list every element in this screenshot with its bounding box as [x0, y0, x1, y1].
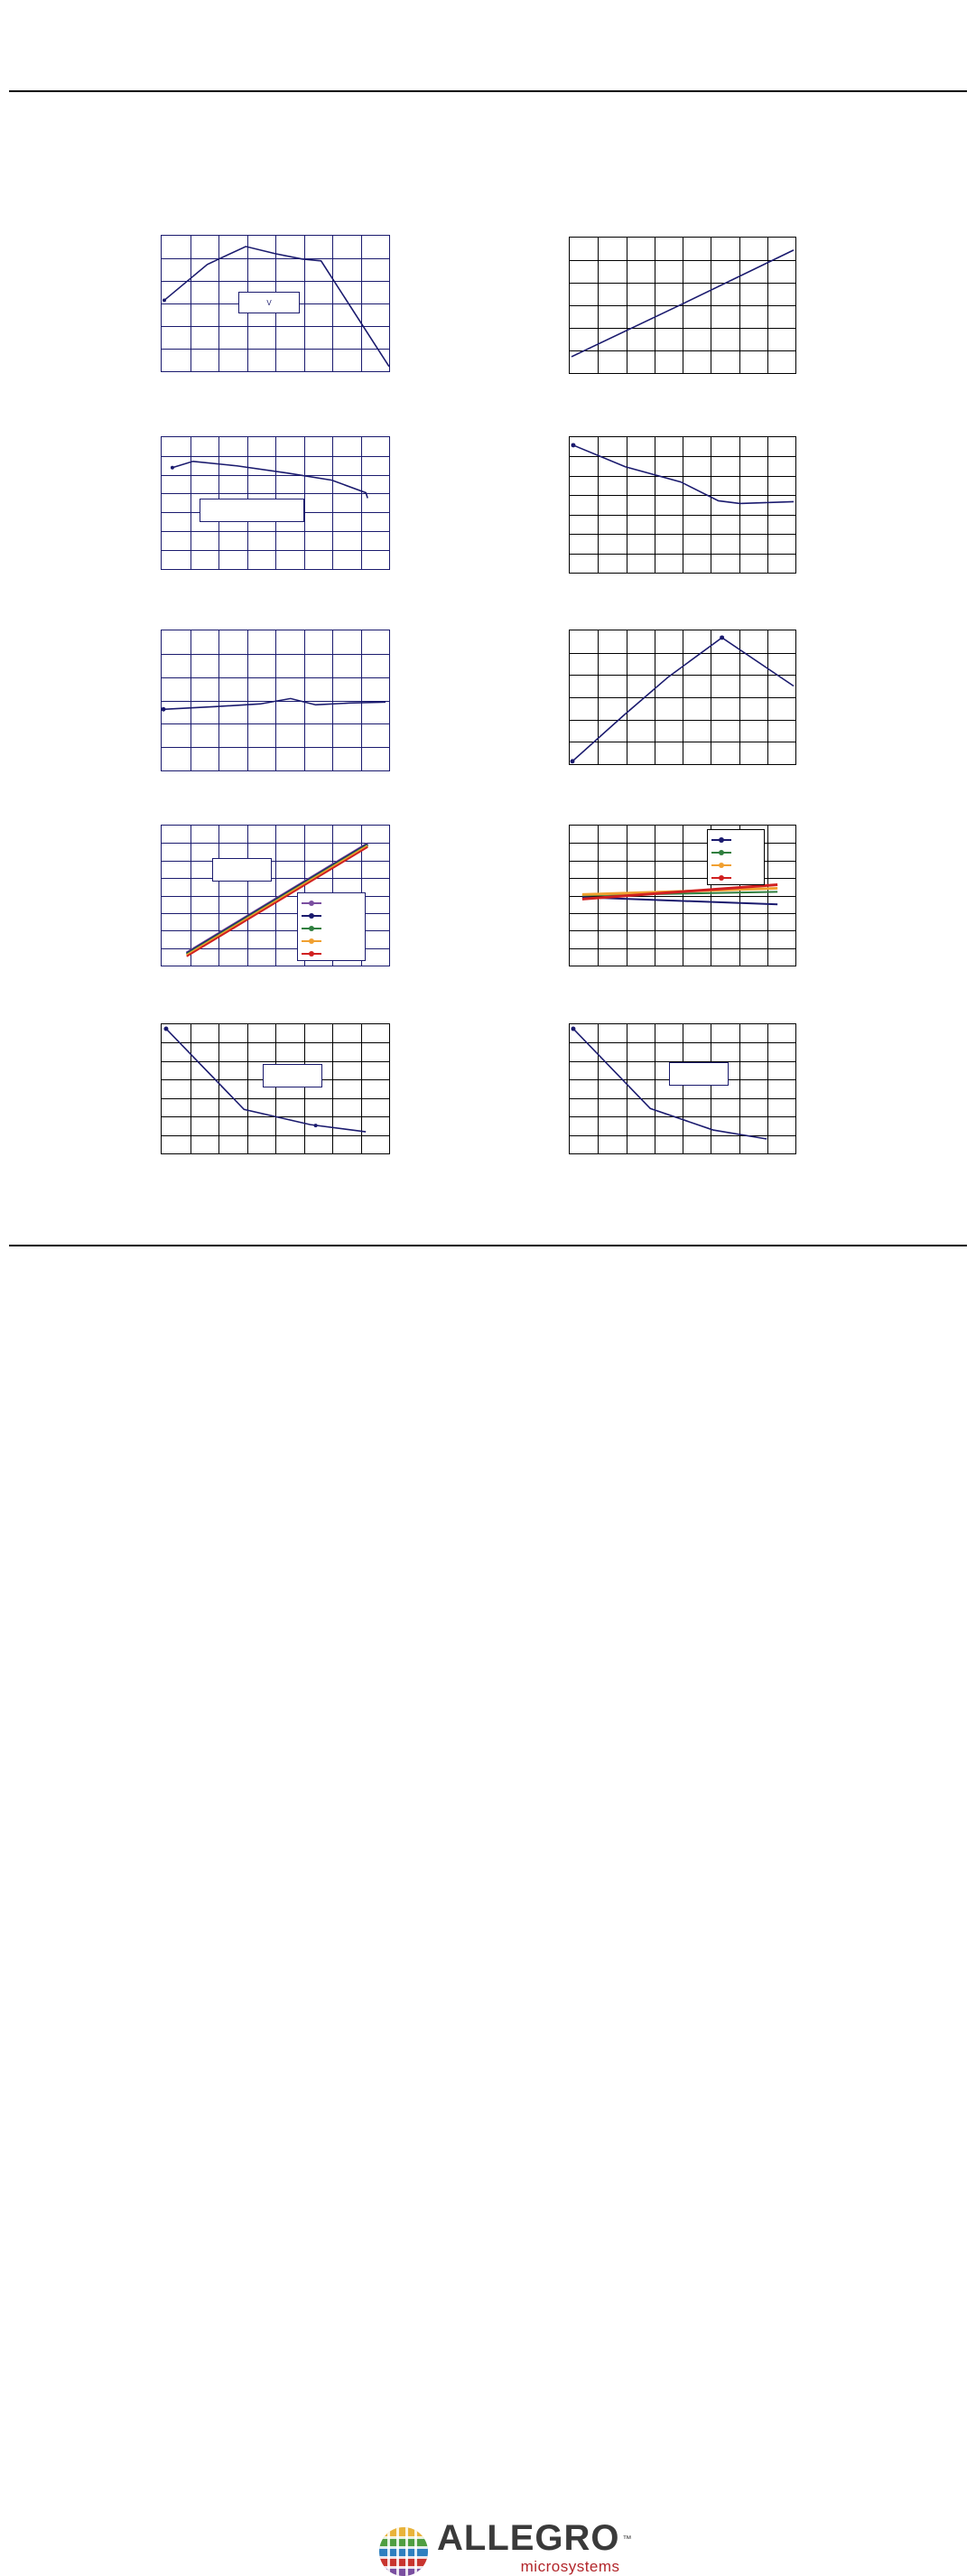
- chart-5: [161, 630, 390, 771]
- legend-item: [298, 947, 365, 960]
- header-divider: [9, 90, 967, 92]
- series-line: [570, 630, 795, 765]
- chart-3: [161, 436, 390, 570]
- trademark-symbol: ™: [622, 2534, 633, 2544]
- chart-2: [569, 237, 796, 374]
- legend-item: [298, 935, 365, 947]
- company-name-text: ALLEGRO: [437, 2518, 620, 2558]
- chart-8: [569, 825, 796, 966]
- chart-9-label: [263, 1064, 322, 1087]
- legend-item: [298, 910, 365, 922]
- chart-6: [569, 630, 796, 765]
- legend-item: [708, 859, 764, 872]
- chart-3-label: [200, 499, 304, 522]
- series-line: [570, 238, 795, 374]
- series-line: [162, 1024, 389, 1154]
- chart-8-legend: [707, 829, 765, 885]
- legend-swatch-icon: [302, 940, 321, 942]
- series-line: [570, 1024, 795, 1154]
- legend-item: [708, 872, 764, 884]
- chart-7-label: [212, 858, 272, 882]
- annotation-text: V: [266, 298, 272, 307]
- chart-9: [161, 1023, 390, 1154]
- legend-item: [298, 897, 365, 910]
- series-line: [570, 437, 795, 574]
- allegro-logo: [379, 2518, 633, 2576]
- legend-item: [708, 846, 764, 859]
- chart-1: [161, 235, 390, 372]
- chart-10: [569, 1023, 796, 1154]
- allegro-wordmark: [437, 2518, 633, 2576]
- series-line: [162, 630, 389, 771]
- chart-1-annotation: [238, 292, 300, 313]
- legend-swatch-icon: [711, 877, 731, 879]
- chart-10-label: [669, 1062, 729, 1086]
- page-footer: [0, 1257, 976, 2575]
- company-tagline: microsystems: [520, 2558, 620, 2575]
- chart-7: [161, 825, 390, 966]
- legend-item: [708, 834, 764, 846]
- chart-7-legend: [297, 892, 366, 961]
- legend-swatch-icon: [302, 902, 321, 904]
- allegro-logo-mark-icon: [379, 2527, 428, 2576]
- chart-4: [569, 436, 796, 574]
- legend-swatch-icon: [302, 953, 321, 955]
- footer-divider: [9, 1245, 967, 1246]
- legend-swatch-icon: [711, 864, 731, 866]
- company-name: [437, 2518, 633, 2558]
- legend-item: [298, 922, 365, 935]
- legend-swatch-icon: [711, 852, 731, 854]
- legend-swatch-icon: [302, 915, 321, 917]
- legend-swatch-icon: [711, 839, 731, 841]
- legend-swatch-icon: [302, 928, 321, 929]
